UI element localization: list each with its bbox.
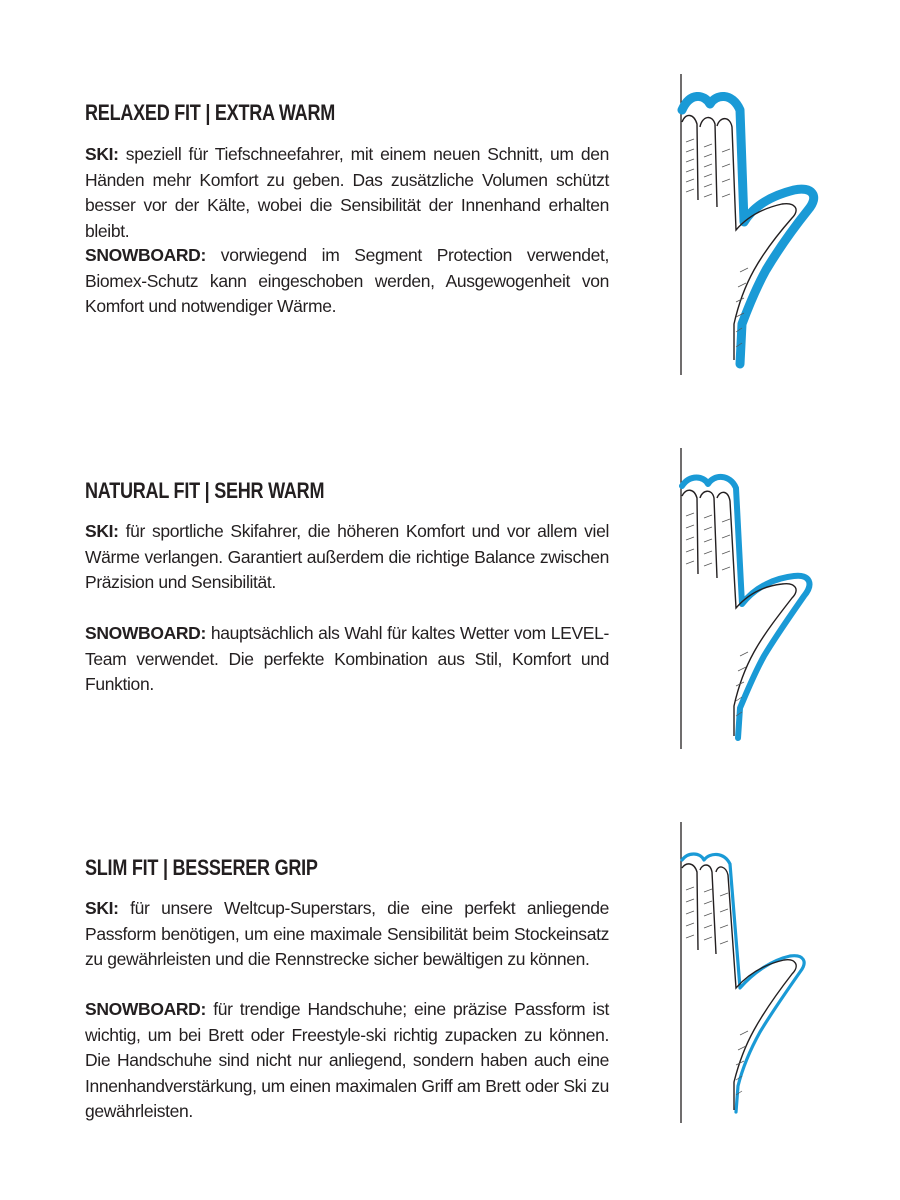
ski-text: für sportliche Skifahrer, die höheren Komfort und vor allem viel Wärme verlangen. Garantiert außerdem die richtige Balance zwischen Präzision und Sensibilität. [85, 521, 609, 592]
snowboard-description [85, 997, 609, 1125]
snowboard-description [85, 621, 609, 698]
snowboard-text: hauptsächlich als Wahl für kaltes Wetter vom LEVEL-Team verwendet. Die perfekte Kombination aus Stil, Komfort und Funktion. [85, 623, 609, 694]
ski-label: SKI: [85, 144, 119, 164]
hand-outline-medium-icon [660, 446, 840, 751]
snowboard-label: SNOWBOARD: [85, 245, 206, 265]
ski-description [85, 142, 609, 244]
section-title: NATURAL FIT | SEHR WARM [85, 478, 325, 503]
snowboard-text: vorwiegend im Segment Protection verwendet, Biomex-Schutz kann eingeschoben werden, Ausgewogenheit von Komfort und notwendiger Wärme. [85, 245, 609, 316]
snowboard-description [85, 243, 609, 320]
ski-label: SKI: [85, 898, 119, 918]
section-title: RELAXED FIT | EXTRA WARM [85, 100, 336, 125]
hand-outline-thick-icon [660, 72, 840, 377]
ski-text: speziell für Tiefschneefahrer, mit einem neuen Schnitt, um den Händen mehr Komfort zu geben. Das zusätzliche Volumen schützt besser vor der Kälte, wobei die Sensibilität der Innenhand erhalten bleibt. [85, 144, 609, 241]
ski-description [85, 519, 609, 596]
section-title: SLIM FIT | BESSERER GRIP [85, 855, 318, 880]
snowboard-text: für trendige Handschuhe; eine präzise Passform ist wichtig, um bei Brett oder Freestyle-ski richtig zupacken zu können. Die Handschuhe sind nicht nur anliegend, sondern haben auch eine Innenhandverstärkung, um einen maximalen Griff am Brett oder Ski zu gewährleisten. [85, 999, 609, 1121]
snowboard-label: SNOWBOARD: [85, 623, 206, 643]
ski-text: für unsere Weltcup-Superstars, die eine perfekt anliegende Passform benötigen, um eine maximale Sensibilität beim Stockeinsatz zu gewährleisten und die Rennstrecke sicher bewältigen zu können. [85, 898, 609, 969]
ski-label: SKI: [85, 521, 119, 541]
hand-outline-thin-icon [660, 820, 840, 1125]
snowboard-label: SNOWBOARD: [85, 999, 206, 1019]
ski-description [85, 896, 609, 973]
